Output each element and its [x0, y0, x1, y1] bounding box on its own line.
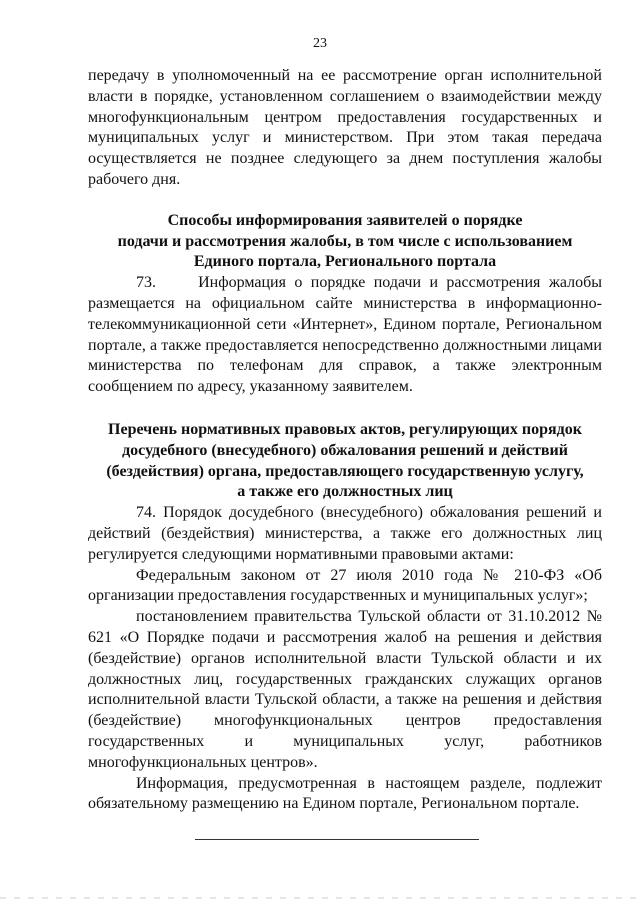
- paragraph-federal-law: Федеральным законом от 27 июля 2010 года № 210-ФЗ «Об организации предоставления государственных и муниципальных услуг»;: [88, 566, 602, 605]
- heading-line: Единого портала, Регионального портала: [193, 253, 497, 271]
- closing-rule: [195, 839, 479, 840]
- heading-line: досудебного (внесудебного) обжалования решений и действий: [122, 441, 568, 459]
- heading-informing-methods: [88, 211, 602, 273]
- page-number: 23: [313, 36, 327, 51]
- heading-line: Перечень нормативных правовых актов, регулирующих порядок: [108, 420, 582, 438]
- heading-line: подачи и рассмотрения жалобы, в том числе с использованием: [117, 232, 573, 250]
- paragraph-information: Информация, предусмотренная в настоящем разделе, подлежит обязательному размещению на Едином портале, Региональном портале.: [88, 774, 602, 813]
- heading-regulatory-acts: [88, 420, 602, 503]
- scan-edge-marks: [0, 897, 640, 899]
- heading-line: (бездействия) органа, предоставляющего государственную услугу,: [106, 462, 584, 480]
- heading-line: а также его должностных лиц: [237, 483, 453, 501]
- document-body: [88, 66, 602, 840]
- heading-line: Способы информирования заявителей о порядке: [167, 211, 523, 229]
- paragraph-continuation: передачу в уполномоченный на ее рассмотрение орган исполнительной власти в порядке, установленном соглашением о взаимодействии между многофункциональным центром предоставления государственных и муниципальных услуг и министерством. При этом такая передача осуществляется не позднее следующего за днем поступления жалобы рабочего дня.: [88, 67, 602, 188]
- paragraph-73: 73. Информация о порядке подачи и рассмотрения жалобы размещается на официальном сайте министерства в информационно-телекоммуникационной сети «Интернет», Едином портале, Региональном портале, а также предоставляется непосредственно должностными лицами министерства по телефонам для справок, а также электронным сообщением по адресу, указанному заявителем.: [88, 274, 602, 396]
- paragraph-resolution: постановлением правительства Тульской области от 31.10.2012 № 621 «О Порядке подачи и рассмотрения жалоб на решения и действия (бездействие) органов исполнительной власти Тульской области и их должностных лиц, государственных гражданских служащих органов исполнительной власти Тульской области, а также на решения и действия (бездействие) многофункциональных центров предоставления государственных и муниципальных услуг, работников многофункциональных центров».: [88, 608, 602, 771]
- paragraph-74: 74. Порядок досудебного (внесудебного) обжалования решений и действий (бездействия) министерства, а также его должностных лиц регулируется следующими нормативными правовыми актами:: [88, 504, 602, 563]
